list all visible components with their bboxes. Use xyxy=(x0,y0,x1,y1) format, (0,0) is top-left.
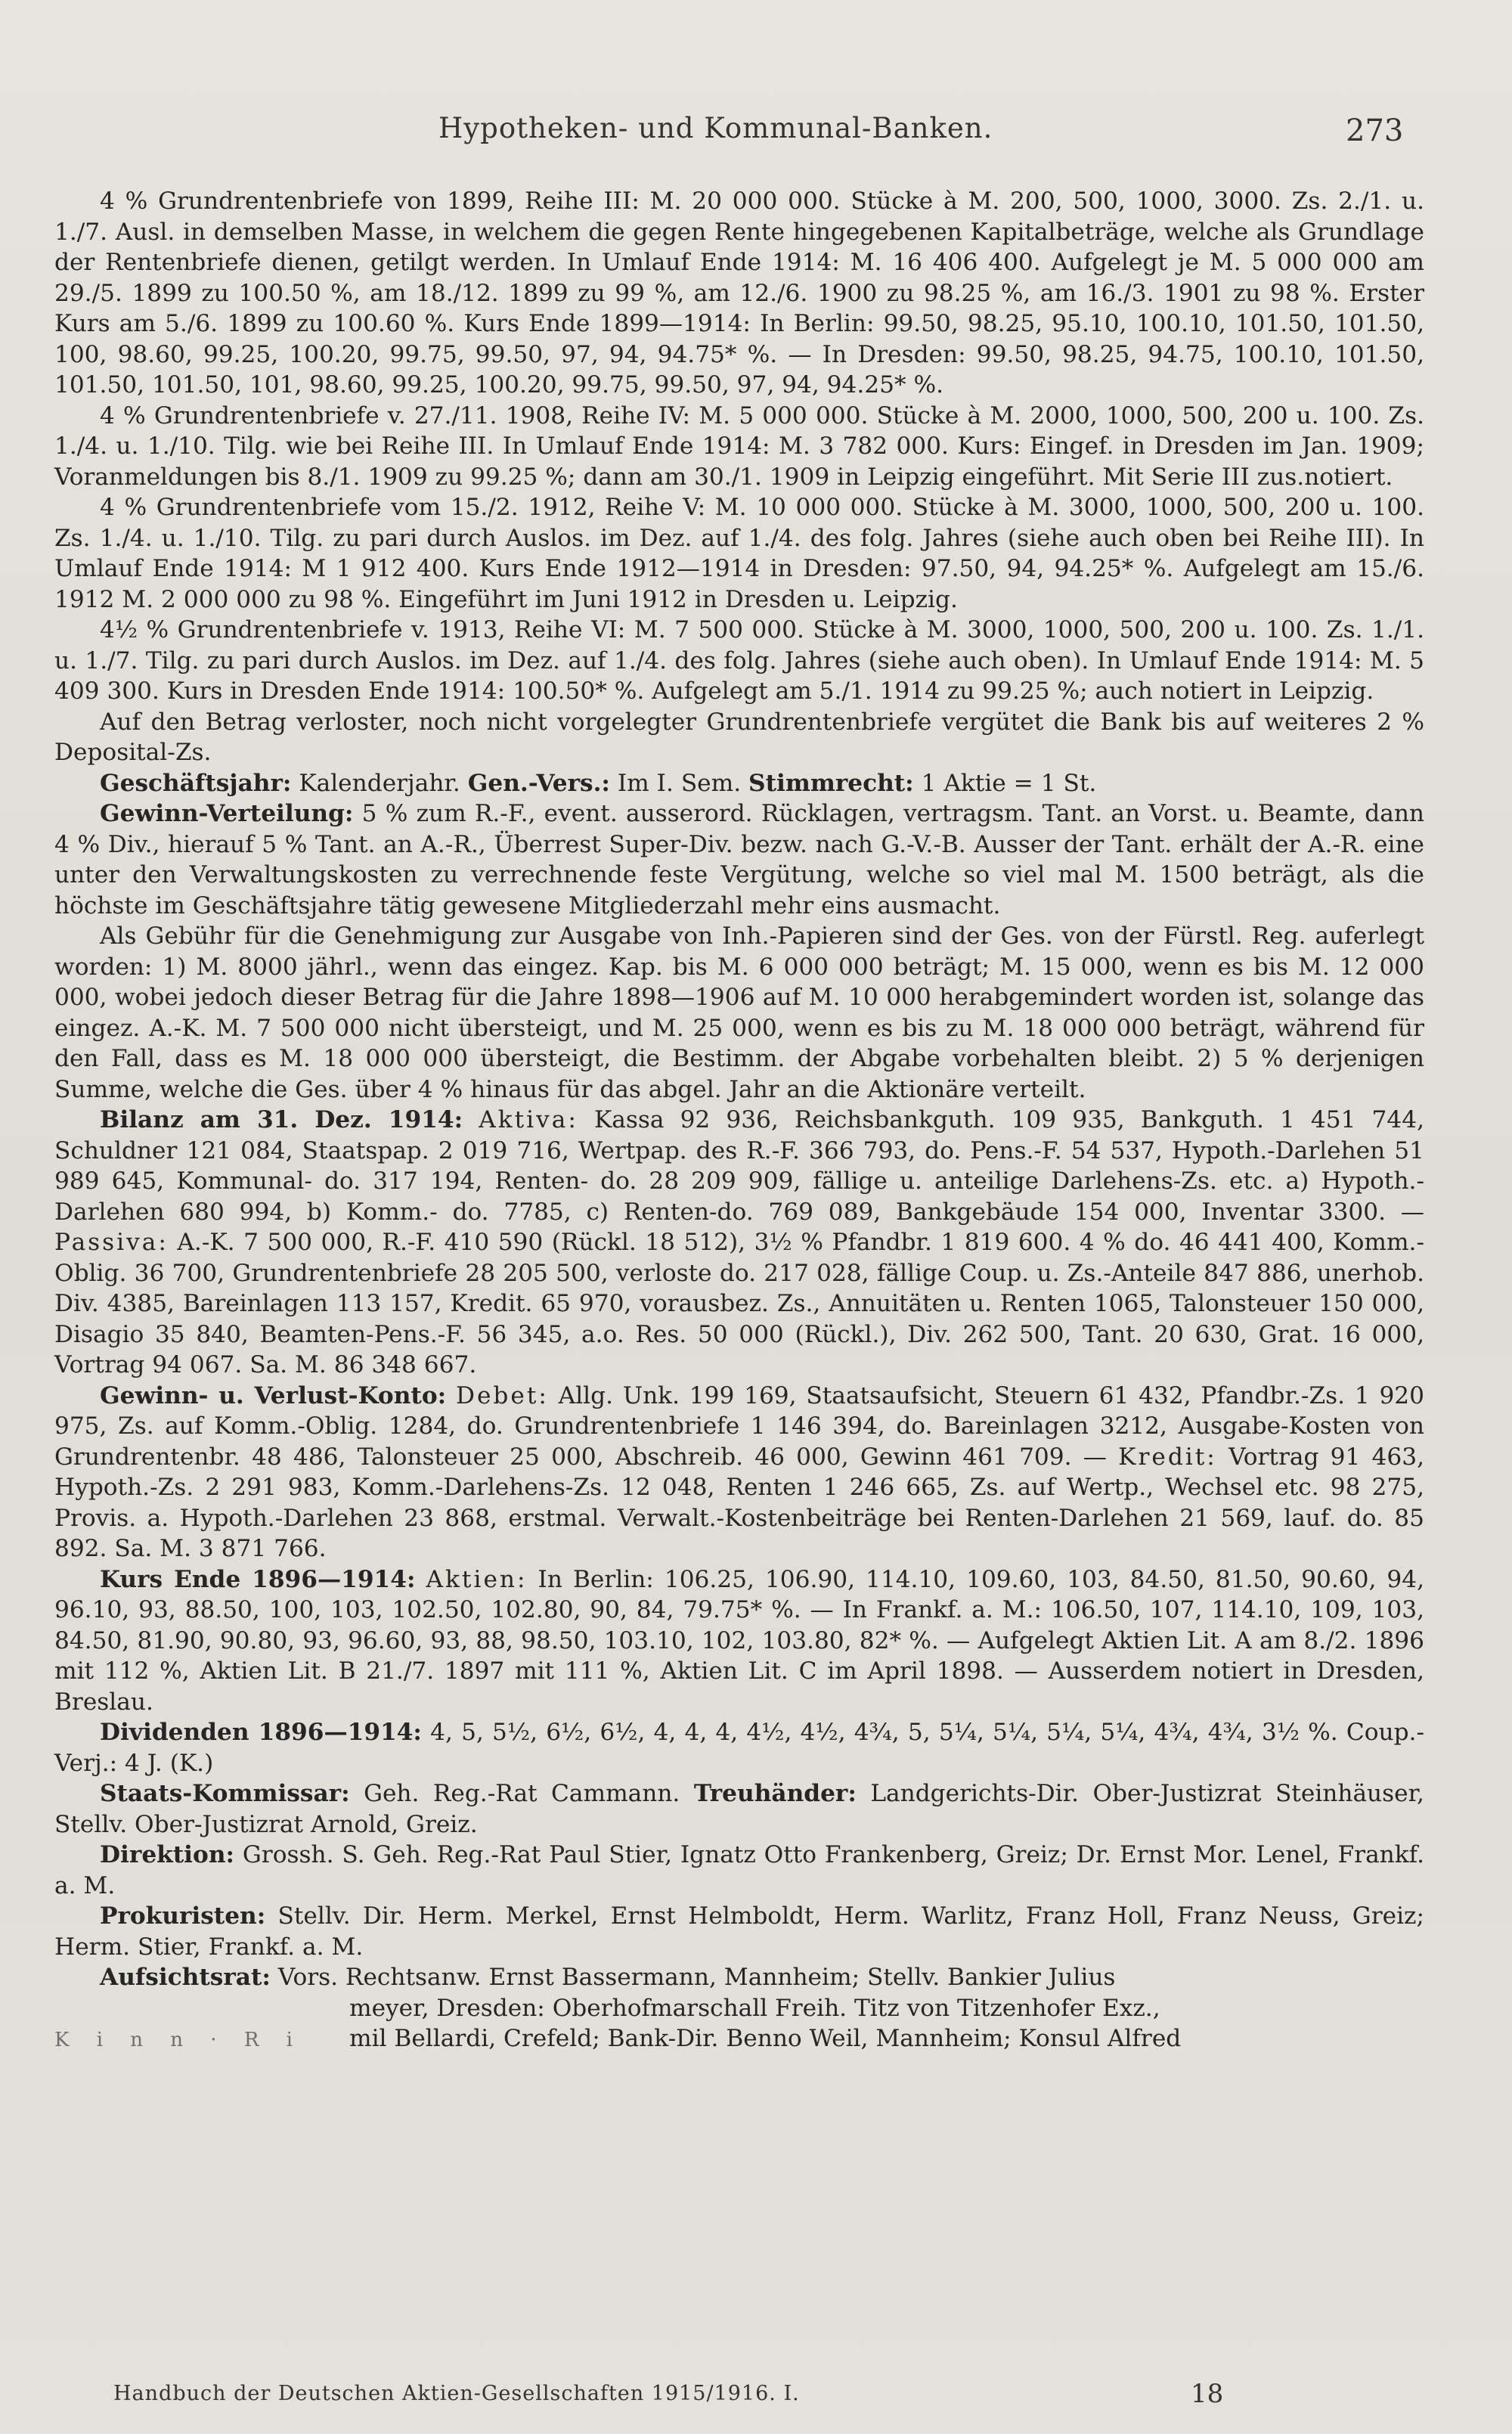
paragraph-gebuehr: Als Gebühr für die Genehmigung zur Ausgabe von Inh.-Papieren sind der Ges. von der Fürstl. Reg. auferlegt worden: 1) M. 8000 jährl., wenn das eingez. Kap. bis M. 6 000 000 beträgt; M. 15 000, wenn es bis M. 12 000 000, wobei jedoch dieser Betrag für die Jahre 1898—1906 auf M. 10 000 herabgemindert worden ist, solange das eingez. A.-K. M. 7 500 000 nicht übersteigt, und M. 25 000, wenn es bis zu M. 18 000 000 beträgt, während für den Fall, dass es M. 18 000 000 übersteigt, die Bestimm. der Abgabe vorbehalten bleibt. 2) 5 % derjenigen Summe, welche die Ges. über 4 % hinaus für das abgel. Jahr an die Aktionäre verteilt. xyxy=(54,922,1424,1103)
label-aufsichtsrat: Aufsichtsrat: xyxy=(100,1964,271,1991)
label-treuhaender: Treuhänder: xyxy=(693,1780,857,1807)
paragraph-grundrentenbriefe-1912: 4 % Grundrentenbriefe vom 15./2. 1912, Reihe V: M. 10 000 000. Stücke à M. 3000, 1000, 500, 200 u. 100. Zs. 1./4. u. 1./10. Tilg. zu pari durch Auslos. im Dez. auf 1./4. des folg. Jahres (siehe auch oben bei Reihe III). In Umlauf Ende 1914: M 1 912 400. Kurs Ende 1912—1914 in Dresden: 97.50, 94, 94.25* %. Aufgelegt am 15./6. 1912 M. 2 000 000 zu 98 %. Eingeführt im Juni 1912 in Dresden u. Leipzig. xyxy=(54,494,1424,613)
section-kurs: Kurs Ende 1896—1914: Aktien: In Berlin: 106.25, 106.90, 114.10, 109.60, 103, 84.50, 81.50, 90.60, 94, 96.10, 93, 88.50, 100, 103, 102.50, 102.80, 90, 84, 79.75* %. — In Frankf. a. M.: 106.50, 107, 114.10, 109, 103, 84.50, 81.90, 90.80, 93, 96.60, 93, 88, 98.50, 103.10, 102, 103.80, 82* %. — Aufgelegt Aktien Lit. A am 8./2. 1896 mit 112 %, Aktien Lit. B 21./7. 1897 mit 111 %, Aktien Lit. C im April 1898. — Ausserdem notiert in Dresden, Breslau. xyxy=(54,1565,1424,1716)
aufsichtsrat-line-2: meyer, Dresden: Oberhofmarschall Freih. Titz von Titzenhofer Exz., xyxy=(349,1994,1160,2022)
label-staatskommissar: Staats-Kommissar: xyxy=(100,1780,350,1807)
paragraph-depositalzins: Auf den Betrag verloster, noch nicht vorgelegter Grundrentenbriefe vergütet die Bank bis auf weiteres 2 % Deposital-Zs. xyxy=(54,708,1424,766)
label-dividenden: Dividenden 1896—1914: xyxy=(100,1719,422,1746)
section-aufsichtsrat: Aufsichtsrat: Vors. Rechtsanw. Ernst Bassermann, Mannheim; Stellv. Bankier Julius xyxy=(100,1964,1116,1991)
section-prokuristen: Prokuristen: Stellv. Dir. Herm. Merkel, Ernst Helmboldt, Herm. Warlitz, Franz Holl, Franz Neuss, Greiz; Herm. Stier, Frankf. a. M. xyxy=(54,1902,1424,1961)
section-geschaeftsjahr: Geschäftsjahr: Kalenderjahr. Gen.-Vers.: Im I. Sem. Stimmrecht: 1 Aktie = 1 St. xyxy=(100,769,1097,797)
label-bilanz: Bilanz am 31. Dez. 1914: xyxy=(100,1106,463,1133)
label-stimmrecht: Stimmrecht: xyxy=(748,769,914,797)
label-geschaeftsjahr: Geschäftsjahr: xyxy=(100,769,292,797)
running-title: Hypotheken- und Kommunal-Banken. xyxy=(438,112,993,144)
label-prokuristen: Prokuristen: xyxy=(100,1902,266,1930)
footer-book-title: Handbuch der Deutschen Aktien-Gesellschaften 1915/1916. I. xyxy=(113,2382,800,2405)
label-kredit: Kredit: xyxy=(1118,1443,1217,1471)
paragraph-grundrentenbriefe-1908: 4 % Grundrentenbriefe v. 27./11. 1908, Reihe IV: M. 5 000 000. Stücke à M. 2000, 1000, 500, 200 u. 100. Zs. 1./4. u. 1./10. Tilg. wie bei Reihe III. In Umlauf Ende 1914: M. 3 782 000. Kurs: Eingef. in Dresden im Jan. 1909; Voranmeldungen bis 8./1. 1909 zu 99.25 %; dann am 30./1. 1909 in Leipzig eingeführt. Mit Serie III zus.notiert. xyxy=(54,402,1424,491)
paragraph-grundrentenbriefe-1913: 4½ % Grundrentenbriefe v. 1913, Reihe VI: M. 7 500 000. Stücke à M. 3000, 1000, 500, 200 u. 100. Zs. 1./1. u. 1./7. Tilg. zu pari durch Auslos. im Dez. auf 1./4. des folg. Jahres (siehe auch oben). In Umlauf Ende 1914: M. 5 409 300. Kurs in Dresden Ende 1914: 100.50* %. Aufgelegt am 5./1. 1914 zu 99.25 %; auch notiert in Leipzig. xyxy=(54,616,1424,705)
faded-margin-text: K i n n · R i xyxy=(54,2029,303,2051)
section-gewinn-verlust-konto: Gewinn- u. Verlust-Konto: Debet: Allg. Unk. 199 169, Staatsaufsicht, Steuern 61 432, Pfandbr.-Zs. 1 920 975, Zs. auf Komm.-Oblig. 1284, do. Grundrentenbriefe 1 146 394, do. Bareinlagen 3212, Ausgabe-Kosten von Grundrentenbr. 48 486, Talonsteuer 25 000, Abschreib. 46 000, Gewinn 461 709. — Kredit: Vortrag 91 463, Hypoth.-Zs. 2 291 983, Komm.-Darlehens-Zs. 12 048, Renten 1 246 665, Zs. auf Wertp., Wechsel etc. 98 275, Provis. a. Hypoth.-Darlehen 23 868, erstmal. Verwalt.-Kostenbeiträge bei Renten-Darlehen 21 569, lauf. do. 85 892. Sa. M. 3 871 766. xyxy=(54,1381,1425,1562)
aufsichtsrat-line-3: K i n n · R i mil Bellardi, Crefeld; Bank-Dir. Benno Weil, Mannheim; Konsul Alfred xyxy=(54,2023,1424,2056)
footer-sheet-number: 18 xyxy=(1191,2379,1224,2409)
page-header xyxy=(0,112,1512,157)
label-aktien: Aktien: xyxy=(426,1565,528,1593)
section-direktion: Direktion: Grossh. S. Geh. Reg.-Rat Paul Stier, Ignatz Otto Frankenberg, Greiz; Dr. Ernst Mor. Lenel, Frankf. a. M. xyxy=(54,1841,1424,1899)
section-bilanz: Bilanz am 31. Dez. 1914: Aktiva: Kassa 92 936, Reichsbankguth. 109 935, Bankguth. 1 451 744, Schuldner 121 084, Staatspap. 2 019 716, Wertpap. des R.-F. 366 793, do. Pens.-F. 54 537, Hypoth.-Darlehen 51 989 645, Kommunal- do. 317 194, Renten- do. 28 209 909, fällige u. anteilige Darlehens-Zs. etc. a) Hypoth.-Darlehen 680 994, b) Komm.- do. 7785, c) Renten-do. 769 089, Bankgebäude 154 000, Inventar 3300. — Passiva: A.-K. 7 500 000, R.-F. 410 590 (Rückl. 18 512), 3½ % Pfandbr. 1 819 600. 4 % do. 46 441 400, Komm.-Oblig. 36 700, Grundrentenbriefe 28 205 500, verloste do. 217 028, fällige Coup. u. Zs.-Anteile 847 886, unerhob. Div. 4385, Bareinlagen 113 157, Kredit. 65 970, vorausbez. Zs., Annuitäten u. Renten 1065, Talonsteuer 150 000, Disagio 35 840, Beamten-Pens.-F. 56 345, a.o. Res. 50 000 (Rückl.), Div. 262 500, Tant. 20 630, Grat. 16 000, Vortrag 94 067. Sa. M. 86 348 667. xyxy=(54,1106,1424,1378)
section-dividenden: Dividenden 1896—1914: 4, 5, 5½, 6½, 6½, 4, 4, 4, 4½, 4½, 4¾, 5, 5¼, 5¼, 5¼, 5¼, 4¾, 4¾, 3½ %. Coup.-Verj.: 4 J. (K.) xyxy=(54,1719,1425,1777)
label-gen-vers: Gen.-Vers.: xyxy=(467,769,610,797)
section-gewinn-verteilung: Gewinn-Verteilung: 5 % zum R.-F., event. ausserord. Rücklagen, vertragsm. Tant. an Vorst. u. Beamte, dann 4 % Div., hierauf 5 % Tant. an A.-R., Überrest Super-Div. bezw. nach G.-V.-B. Ausser der Tant. erhält der A.-R. eine unter den Verwaltungskosten zu verrechnende feste Vergütung, welche so viel mal M. 1500 beträgt, als die höchste im Geschäftsjahre tätig gewesene Mitgliederzahl mehr eins ausmacht. xyxy=(54,800,1424,919)
document-body xyxy=(54,186,1424,2056)
page-footer xyxy=(113,2379,1436,2412)
label-gewinn-verteilung: Gewinn-Verteilung: xyxy=(100,800,354,827)
section-staatskommissar: Staats-Kommissar: Geh. Reg.-Rat Cammann. Treuhänder: Landgerichts-Dir. Ober-Justizrat Steinhäuser, Stellv. Ober-Justizrat Arnold, Greiz. xyxy=(54,1780,1424,1838)
paragraph-grundrentenbriefe-1899: 4 % Grundrentenbriefe von 1899, Reihe III: M. 20 000 000. Stücke à M. 200, 500, 1000, 3000. Zs. 2./1. u. 1./7. Ausl. in demselben Masse, in welchem die gegen Rente hingegebenen Kapitalbeträge, welche als Grundlage der Rentenbriefe dienen, getilgt werden. In Umlauf Ende 1914: M. 16 406 400. Aufgelegt je M. 5 000 000 am 29./5. 1899 zu 100.50 %, am 18./12. 1899 zu 99 %, am 12./6. 1900 zu 98.25 %, am 16./3. 1901 zu 98 %. Erster Kurs am 5./6. 1899 zu 100.60 %. Kurs Ende 1899—1914: In Berlin: 99.50, 98.25, 95.10, 100.10, 101.50, 101.50, 100, 98.60, 99.25, 100.20, 99.75, 99.50, 97, 94, 94.75* %. — In Dresden: 99.50, 98.25, 94.75, 100.10, 101.50, 101.50, 101.50, 101, 98.60, 99.25, 100.20, 99.75, 99.50, 97, 94, 94.25* %. xyxy=(54,188,1424,398)
page-number: 273 xyxy=(1346,113,1404,148)
label-aktiva: Aktiva: xyxy=(479,1106,578,1133)
label-direktion: Direktion: xyxy=(100,1841,235,1868)
label-gewinn-verlust-konto: Gewinn- u. Verlust-Konto: xyxy=(100,1381,447,1409)
label-passiva: Passiva: xyxy=(54,1229,169,1256)
label-kurs: Kurs Ende 1896—1914: xyxy=(100,1565,416,1593)
label-debet: Debet: xyxy=(455,1381,549,1409)
